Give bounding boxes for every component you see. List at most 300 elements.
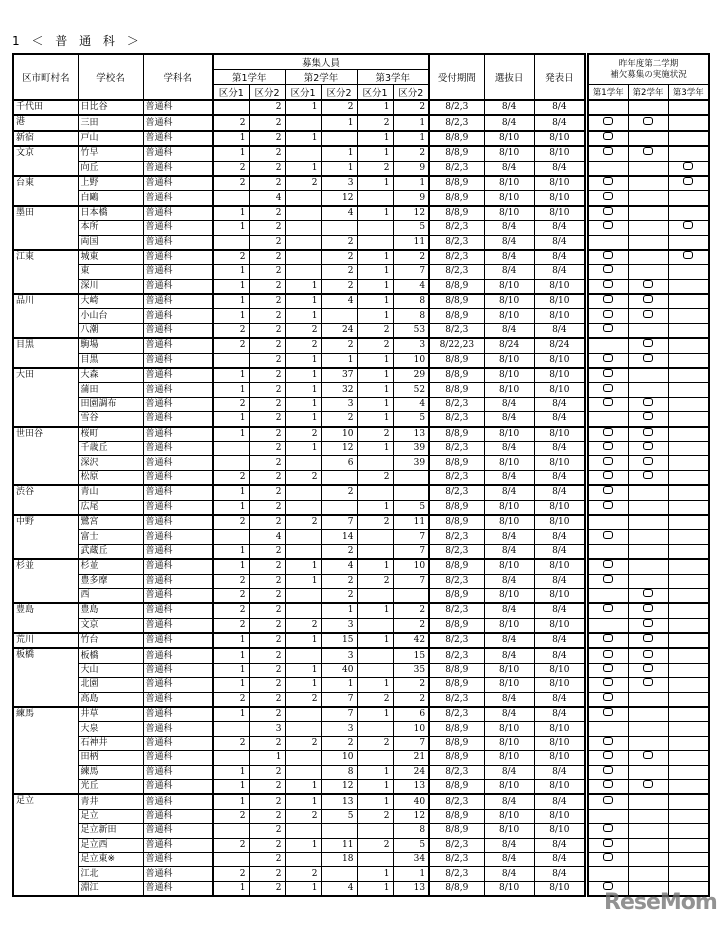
- recruit-g1-div2-cell: 4: [249, 191, 285, 206]
- prev-grade2-status-cell: [628, 722, 668, 736]
- prev-grade1-status-cell: [588, 765, 628, 779]
- recruit-g3-div1-cell: [357, 648, 393, 663]
- school-name-cell: 本所: [78, 221, 143, 235]
- prev-grade1-status-cell: [588, 353, 628, 368]
- prev-grade2-status-cell: [628, 250, 668, 265]
- department-cell: 普通科: [143, 456, 213, 470]
- school-name-cell: 石神井: [78, 736, 143, 750]
- recruit-g1-div2-cell: 2: [249, 678, 285, 692]
- recruit-g1-div1-cell: 1: [213, 368, 249, 383]
- recruit-g2-div1-cell: 1: [285, 574, 321, 588]
- prev-grade2-status-cell: [628, 176, 668, 191]
- department-cell: 普通科: [143, 176, 213, 191]
- department-cell: 普通科: [143, 323, 213, 338]
- header-prev-grade2: 第2学年: [628, 85, 668, 101]
- table-row: [13, 648, 585, 663]
- application-period-cell: 8/8,9: [429, 191, 484, 206]
- recruit-g1-div1-cell: [213, 751, 249, 765]
- recruit-g2-div1-cell: 1: [285, 100, 321, 115]
- recruit-g2-div1-cell: [285, 765, 321, 779]
- recruit-g2-div1-cell: [285, 588, 321, 603]
- recruit-g2-div1-cell: 1: [285, 161, 321, 176]
- department-cell: 普通科: [143, 588, 213, 603]
- selection-date-cell: 8/10: [484, 663, 534, 677]
- status-row: [588, 852, 709, 866]
- recruit-g1-div1-cell: [213, 441, 249, 455]
- recruit-g2-div2-cell: 2: [321, 100, 357, 115]
- header-g3-div1: 区分1: [357, 85, 393, 101]
- page-title: 1 ＜ 普 通 科 ＞: [12, 34, 143, 48]
- prev-grade1-status-cell: [588, 544, 628, 559]
- application-period-cell: 8/8,9: [429, 779, 484, 794]
- announcement-date-cell: 8/4: [534, 765, 585, 779]
- prev-grade2-status-cell: [628, 353, 668, 368]
- school-name-cell: 両国: [78, 235, 143, 250]
- recruit-g3-div2-cell: 5: [393, 838, 429, 852]
- prev-grade1-status-cell: [588, 146, 628, 161]
- application-period-cell: 8/22,23: [429, 338, 484, 353]
- recruit-g1-div2-cell: 1: [249, 751, 285, 765]
- recruit-g1-div1-cell: 1: [213, 678, 249, 692]
- recruit-g3-div1-cell: 1: [357, 500, 393, 515]
- status-row: [588, 663, 709, 677]
- prev-grade1-status-cell: [588, 867, 628, 881]
- prev-grade1-status-cell: [588, 485, 628, 500]
- table-row: [13, 794, 585, 809]
- application-period-cell: 8/2,3: [429, 323, 484, 338]
- table-row: [13, 265, 585, 279]
- circle-mark-icon: [643, 619, 653, 627]
- selection-date-cell: 8/4: [484, 794, 534, 809]
- recruit-g1-div1-cell: 1: [213, 279, 249, 294]
- prev-grade3-status-cell: [668, 852, 709, 866]
- prev-grade2-status-cell: [628, 736, 668, 750]
- recruit-g1-div2-cell: 2: [249, 115, 285, 130]
- prev-grade1-status-cell: [588, 530, 628, 544]
- recruit-g1-div2-cell: 2: [249, 588, 285, 603]
- recruit-g2-div2-cell: 12: [321, 779, 357, 794]
- prev-grade2-status-cell: [628, 794, 668, 809]
- recruit-g2-div2-cell: 2: [321, 235, 357, 250]
- application-period-cell: 8/2,3: [429, 485, 484, 500]
- department-cell: 普通科: [143, 692, 213, 707]
- department-cell: 普通科: [143, 779, 213, 794]
- circle-mark-icon: [603, 531, 613, 539]
- recruit-g2-div1-cell: 1: [285, 838, 321, 852]
- table-row: [13, 663, 585, 677]
- selection-date-cell: 8/4: [484, 221, 534, 235]
- prev-grade2-status-cell: [628, 191, 668, 206]
- prev-grade3-status-cell: [668, 867, 709, 881]
- recruit-g2-div1-cell: [285, 235, 321, 250]
- announcement-date-cell: 8/4: [534, 867, 585, 881]
- announcement-date-cell: 8/10: [534, 751, 585, 765]
- recruit-g3-div2-cell: 13: [393, 427, 429, 442]
- selection-date-cell: 8/10: [484, 456, 534, 470]
- recruit-g2-div2-cell: 2: [321, 250, 357, 265]
- application-period-cell: 8/8,9: [429, 500, 484, 515]
- selection-date-cell: 8/4: [484, 574, 534, 588]
- selection-date-cell: 8/4: [484, 633, 534, 648]
- prev-grade3-status-cell: [668, 485, 709, 500]
- application-period-cell: 8/8,9: [429, 559, 484, 574]
- prev-grade3-status-cell: [668, 692, 709, 707]
- recruit-g2-div2-cell: 6: [321, 456, 357, 470]
- circle-mark-icon: [603, 265, 613, 273]
- circle-mark-icon: [603, 384, 613, 392]
- prev-grade3-status-cell: [668, 294, 709, 309]
- prev-grade2-status-cell: [628, 648, 668, 663]
- department-cell: 普通科: [143, 368, 213, 383]
- selection-date-cell: 8/10: [484, 500, 534, 515]
- recruit-g3-div2-cell: 1: [393, 115, 429, 130]
- school-name-cell: 広尾: [78, 500, 143, 515]
- announcement-date-cell: 8/10: [534, 824, 585, 838]
- prev-grade1-status-cell: [588, 338, 628, 353]
- status-row: [588, 867, 709, 881]
- prev-grade1-status-cell: [588, 559, 628, 574]
- selection-date-cell: 8/10: [484, 176, 534, 191]
- announcement-date-cell: 8/4: [534, 544, 585, 559]
- header-grade1: 第1学年: [213, 70, 285, 85]
- prev-grade1-status-cell: [588, 574, 628, 588]
- status-row: [588, 427, 709, 442]
- school-name-cell: 練馬: [78, 765, 143, 779]
- department-cell: 普通科: [143, 500, 213, 515]
- school-name-cell: 豊多摩: [78, 574, 143, 588]
- recruit-g2-div2-cell: 3: [321, 397, 357, 411]
- school-name-cell: 松原: [78, 470, 143, 485]
- recruit-g1-div1-cell: 1: [213, 383, 249, 397]
- status-row: [588, 161, 709, 176]
- recruit-g3-div1-cell: [357, 530, 393, 544]
- department-cell: 普通科: [143, 250, 213, 265]
- prev-grade3-status-cell: [668, 115, 709, 130]
- application-period-cell: 8/2,3: [429, 838, 484, 852]
- status-row: [588, 678, 709, 692]
- recruit-g1-div2-cell: 2: [249, 485, 285, 500]
- recruit-g1-div1-cell: 2: [213, 809, 249, 823]
- recruit-g2-div2-cell: 1: [321, 161, 357, 176]
- circle-mark-icon: [603, 664, 613, 672]
- school-name-cell: 深沢: [78, 456, 143, 470]
- recruit-g3-div2-cell: 3: [393, 338, 429, 353]
- recruit-g2-div2-cell: 11: [321, 838, 357, 852]
- prev-grade3-status-cell: [668, 722, 709, 736]
- status-row: [588, 765, 709, 779]
- prev-grade2-status-cell: [628, 131, 668, 146]
- recruit-g1-div1-cell: 1: [213, 765, 249, 779]
- prev-grade2-status-cell: [628, 265, 668, 279]
- prev-grade2-status-cell: [628, 383, 668, 397]
- recruit-g1-div1-cell: [213, 722, 249, 736]
- department-cell: 普通科: [143, 663, 213, 677]
- announcement-date-cell: 8/10: [534, 678, 585, 692]
- recruit-g3-div2-cell: 2: [393, 100, 429, 115]
- recruit-g2-div2-cell: 12: [321, 441, 357, 455]
- prev-grade3-status-cell: [668, 824, 709, 838]
- application-period-cell: 8/2,3: [429, 692, 484, 707]
- prev-grade2-status-cell: [628, 221, 668, 235]
- prev-grade3-status-cell: [668, 648, 709, 663]
- status-row: [588, 648, 709, 663]
- prev-grade2-status-cell: [628, 838, 668, 852]
- recruit-g3-div2-cell: 21: [393, 751, 429, 765]
- recruit-g2-div1-cell: 1: [285, 353, 321, 368]
- recruit-g1-div1-cell: 1: [213, 544, 249, 559]
- status-row: [588, 603, 709, 618]
- recruit-g1-div2-cell: 2: [249, 574, 285, 588]
- school-name-cell: 青井: [78, 794, 143, 809]
- selection-date-cell: 8/10: [484, 751, 534, 765]
- school-name-cell: 日比谷: [78, 100, 143, 115]
- application-period-cell: 8/2,3: [429, 574, 484, 588]
- announcement-date-cell: 8/10: [534, 146, 585, 161]
- prev-grade2-status-cell: [628, 146, 668, 161]
- recruit-g1-div1-cell: 1: [213, 500, 249, 515]
- recruit-g1-div2-cell: 2: [249, 544, 285, 559]
- recruit-g2-div2-cell: 2: [321, 736, 357, 750]
- circle-mark-icon: [643, 117, 653, 125]
- header-g2-div2: 区分2: [321, 85, 357, 101]
- prev-grade2-status-cell: [628, 323, 668, 338]
- recruit-g1-div2-cell: 2: [249, 353, 285, 368]
- recruit-g2-div1-cell: 1: [285, 663, 321, 677]
- recruit-g1-div2-cell: 2: [249, 456, 285, 470]
- department-cell: 普通科: [143, 824, 213, 838]
- recruit-g2-div1-cell: 1: [285, 383, 321, 397]
- prev-grade3-status-cell: [668, 221, 709, 235]
- recruit-g3-div2-cell: 39: [393, 456, 429, 470]
- recruit-g1-div1-cell: 1: [213, 427, 249, 442]
- announcement-date-cell: 8/10: [534, 206, 585, 221]
- table-row: [13, 470, 585, 485]
- selection-date-cell: 8/10: [484, 678, 534, 692]
- recruit-g2-div1-cell: 2: [285, 176, 321, 191]
- table-row: [13, 809, 585, 823]
- recruit-g3-div1-cell: 1: [357, 794, 393, 809]
- recruit-g3-div1-cell: 1: [357, 867, 393, 881]
- prev-grade1-status-cell: [588, 722, 628, 736]
- recruit-g1-div2-cell: 2: [249, 881, 285, 896]
- recruit-g3-div1-cell: 1: [357, 146, 393, 161]
- recruit-g1-div1-cell: 2: [213, 397, 249, 411]
- status-row: [588, 470, 709, 485]
- recruit-g2-div2-cell: 10: [321, 427, 357, 442]
- school-name-cell: 足立: [78, 809, 143, 823]
- recruit-g1-div1-cell: 1: [213, 146, 249, 161]
- announcement-date-cell: 8/4: [534, 100, 585, 115]
- department-cell: 普通科: [143, 441, 213, 455]
- prev-grade3-status-cell: [668, 397, 709, 411]
- prev-grade1-status-cell: [588, 648, 628, 663]
- circle-mark-icon: [643, 280, 653, 288]
- recruit-g3-div2-cell: 1: [393, 867, 429, 881]
- prev-grade3-status-cell: [668, 250, 709, 265]
- recruit-g2-div1-cell: 1: [285, 881, 321, 896]
- table-row: [13, 838, 585, 852]
- recruit-g2-div2-cell: 4: [321, 206, 357, 221]
- circle-mark-icon: [603, 766, 613, 774]
- recruit-g3-div1-cell: [357, 485, 393, 500]
- announcement-date-cell: 8/4: [534, 648, 585, 663]
- selection-date-cell: 8/10: [484, 881, 534, 896]
- header-application-period: 受付期間: [429, 54, 484, 100]
- selection-date-cell: 8/10: [484, 722, 534, 736]
- department-cell: 普通科: [143, 678, 213, 692]
- recruit-g3-div1-cell: 1: [357, 441, 393, 455]
- prev-grade3-status-cell: [668, 441, 709, 455]
- recruit-g3-div2-cell: 35: [393, 663, 429, 677]
- recruit-g3-div2-cell: [393, 588, 429, 603]
- school-name-cell: 板橋: [78, 648, 143, 663]
- recruit-g3-div1-cell: 2: [357, 809, 393, 823]
- application-period-cell: 8/2,3: [429, 441, 484, 455]
- announcement-date-cell: 8/4: [534, 707, 585, 722]
- table-row: [13, 353, 585, 368]
- recruit-g2-div2-cell: 24: [321, 323, 357, 338]
- announcement-date-cell: 8/4: [534, 692, 585, 707]
- recruit-g2-div2-cell: 2: [321, 412, 357, 427]
- department-cell: 普通科: [143, 852, 213, 866]
- prev-grade1-status-cell: [588, 191, 628, 206]
- recruit-g2-div2-cell: 3: [321, 648, 357, 663]
- recruit-g3-div2-cell: 24: [393, 765, 429, 779]
- department-cell: 普通科: [143, 131, 213, 146]
- recruit-g3-div1-cell: 1: [357, 559, 393, 574]
- circle-mark-icon: [643, 428, 653, 436]
- school-name-cell: 日本橋: [78, 206, 143, 221]
- status-row: [588, 574, 709, 588]
- application-period-cell: 8/8,9: [429, 131, 484, 146]
- table-row: [13, 161, 585, 176]
- application-period-cell: 8/8,9: [429, 353, 484, 368]
- recruit-g3-div2-cell: 2: [393, 250, 429, 265]
- selection-date-cell: 8/10: [484, 146, 534, 161]
- prev-grade1-status-cell: [588, 515, 628, 530]
- recruit-g1-div2-cell: 2: [249, 736, 285, 750]
- prev-grade2-status-cell: [628, 368, 668, 383]
- school-name-cell: 城東: [78, 250, 143, 265]
- application-period-cell: 8/2,3: [429, 530, 484, 544]
- status-row: [588, 838, 709, 852]
- ward-cell: 中野: [13, 515, 78, 559]
- prev-grade1-status-cell: [588, 100, 628, 115]
- circle-mark-icon: [603, 780, 613, 788]
- recruit-g3-div1-cell: [357, 824, 393, 838]
- application-period-cell: 8/8,9: [429, 881, 484, 896]
- recruit-g2-div1-cell: 2: [285, 427, 321, 442]
- school-name-cell: 光丘: [78, 779, 143, 794]
- application-period-cell: 8/2,3: [429, 161, 484, 176]
- circle-mark-icon: [603, 442, 613, 450]
- table-row: [13, 115, 585, 130]
- recruit-g2-div1-cell: 2: [285, 618, 321, 633]
- school-name-cell: 武蔵丘: [78, 544, 143, 559]
- department-cell: 普通科: [143, 559, 213, 574]
- prev-grade1-status-cell: [588, 412, 628, 427]
- recruit-g2-div2-cell: 5: [321, 809, 357, 823]
- circle-mark-icon: [603, 324, 613, 332]
- recruit-g2-div1-cell: 1: [285, 131, 321, 146]
- recruit-g3-div1-cell: 2: [357, 736, 393, 750]
- recruit-g1-div1-cell: 1: [213, 412, 249, 427]
- recruit-g3-div1-cell: 1: [357, 176, 393, 191]
- prev-grade2-status-cell: [628, 235, 668, 250]
- recruit-g1-div2-cell: 3: [249, 722, 285, 736]
- selection-date-cell: 8/10: [484, 353, 534, 368]
- selection-date-cell: 8/4: [484, 530, 534, 544]
- selection-date-cell: 8/10: [484, 779, 534, 794]
- table-row: [13, 441, 585, 455]
- recruit-g1-div2-cell: 2: [249, 867, 285, 881]
- application-period-cell: 8/8,9: [429, 309, 484, 323]
- ward-cell: 世田谷: [13, 427, 78, 486]
- recruit-g2-div2-cell: [321, 500, 357, 515]
- prev-grade2-status-cell: [628, 663, 668, 677]
- status-row: [588, 809, 709, 823]
- recruit-g1-div1-cell: [213, 235, 249, 250]
- announcement-date-cell: 8/10: [534, 500, 585, 515]
- selection-date-cell: 8/4: [484, 250, 534, 265]
- prev-grade1-status-cell: [588, 161, 628, 176]
- selection-date-cell: 8/4: [484, 397, 534, 411]
- recruit-g1-div1-cell: 1: [213, 265, 249, 279]
- school-name-cell: 北園: [78, 678, 143, 692]
- recruit-g3-div1-cell: 2: [357, 838, 393, 852]
- recruit-g2-div2-cell: [321, 309, 357, 323]
- ward-cell: 板橋: [13, 648, 78, 707]
- ward-cell: 練馬: [13, 707, 78, 794]
- prev-grade2-status-cell: [628, 809, 668, 823]
- prev-grade1-status-cell: [588, 250, 628, 265]
- recruit-g3-div2-cell: 8: [393, 309, 429, 323]
- prev-grade3-status-cell: [668, 663, 709, 677]
- table-row: [13, 131, 585, 146]
- recruit-g1-div2-cell: 2: [249, 206, 285, 221]
- selection-date-cell: 8/10: [484, 191, 534, 206]
- recruit-g1-div1-cell: 1: [213, 131, 249, 146]
- announcement-date-cell: 8/10: [534, 663, 585, 677]
- recruit-g3-div1-cell: 1: [357, 309, 393, 323]
- prev-grade2-status-cell: [628, 338, 668, 353]
- prev-grade1-status-cell: [588, 678, 628, 692]
- recruit-g3-div2-cell: 39: [393, 441, 429, 455]
- prev-grade2-status-cell: [628, 500, 668, 515]
- announcement-date-cell: 8/10: [534, 559, 585, 574]
- circle-mark-icon: [643, 751, 653, 759]
- recruit-g3-div2-cell: 2: [393, 678, 429, 692]
- selection-date-cell: 8/10: [484, 279, 534, 294]
- status-row: [588, 779, 709, 794]
- selection-date-cell: 8/4: [484, 707, 534, 722]
- recruit-g2-div1-cell: 2: [285, 736, 321, 750]
- school-name-cell: 小山台: [78, 309, 143, 323]
- header-prev-grade3: 第3学年: [668, 85, 709, 101]
- school-name-cell: 大崎: [78, 294, 143, 309]
- circle-mark-icon: [603, 634, 613, 642]
- status-row: [588, 235, 709, 250]
- table-row: [13, 618, 585, 633]
- department-cell: 普通科: [143, 881, 213, 896]
- circle-mark-icon: [603, 501, 613, 509]
- circle-mark-icon: [603, 650, 613, 658]
- selection-date-cell: 8/4: [484, 412, 534, 427]
- prev-grade1-status-cell: [588, 852, 628, 866]
- prev-grade1-status-cell: [588, 294, 628, 309]
- recruit-g1-div1-cell: [213, 353, 249, 368]
- recruit-g3-div2-cell: 4: [393, 397, 429, 411]
